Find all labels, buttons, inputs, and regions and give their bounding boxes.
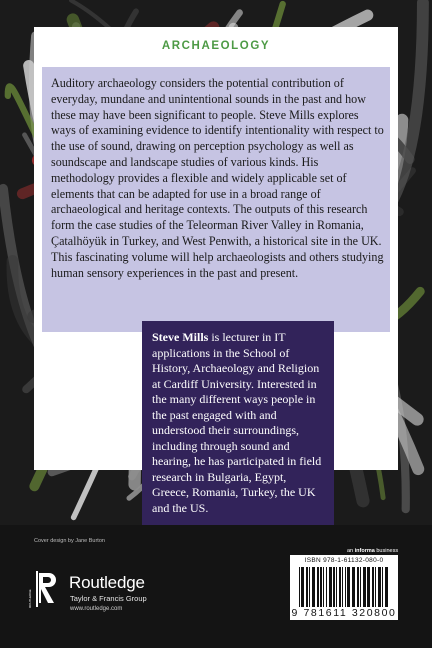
barcode-bar bbox=[367, 567, 370, 607]
description-text: Auditory archaeology considers the potential contribution of everyday, mundane and unintentional sounds in the past and how these may have been significant to people. Steve Mills explores ways of examining evidence to identify intentionality with respect to the use of sound, drawing on perception psychology as well as soundscape and landscape studies of various kinds. His methodology provides a flexible and widely applicable set of elements that can be adapted for use in a broad range of archaeological and heritage contexts. The outputs of this research form the case studies of the Teleorman River Valley in Romania, Çatalhöyük in Turkey, and West Penwith, a historical site in the UK. This fascinating volume will help archaeologists and others studying human sensory experiences in the past and present. bbox=[51, 76, 384, 280]
barcode-bar bbox=[347, 567, 350, 607]
barcode-bar bbox=[329, 567, 332, 607]
barcode-bar bbox=[301, 567, 304, 607]
barcode-bar bbox=[345, 567, 346, 607]
cover-credit: Cover design by Jane Burton bbox=[34, 538, 105, 544]
barcode-bar bbox=[323, 567, 324, 607]
barcode-bar bbox=[326, 567, 327, 607]
publisher-url: www.routledge.com bbox=[70, 606, 123, 612]
routledge-logo-icon bbox=[36, 571, 60, 607]
barcode-bar bbox=[360, 567, 361, 607]
barcode-digits: 9 781611 320800 bbox=[291, 607, 397, 619]
barcode-bar bbox=[385, 567, 388, 607]
barcode-bar bbox=[299, 567, 300, 607]
isbn-label: ISBN 978-1-61132-080-0 bbox=[304, 557, 384, 564]
barcode-bar bbox=[372, 567, 374, 607]
barcode-bar bbox=[336, 567, 337, 607]
barcode-bar bbox=[317, 567, 319, 607]
barcode-bar bbox=[312, 567, 315, 607]
barcode-bar bbox=[382, 567, 383, 607]
author-bio-text: is lecturer in IT applications in the School of History, Archaeology and Religion at Cardiff University. Interested in the many different ways people in the past engaged with and understood their surroundings, including through sound and hearing, he has participated in field research in Bulgaria, Egypt, Greece, Romania, Turkey, the UK and the US. bbox=[152, 330, 322, 515]
footer bbox=[0, 525, 432, 648]
barcode-bar bbox=[375, 567, 376, 607]
barcode-bar bbox=[306, 567, 308, 607]
informa-tagline: an informa business bbox=[347, 548, 399, 554]
barcode-bar bbox=[357, 567, 359, 607]
barcode-bar bbox=[333, 567, 335, 607]
barcode bbox=[290, 555, 398, 620]
section-label: ARCHAEOLOGY bbox=[161, 39, 271, 52]
barcode-bar bbox=[309, 567, 310, 607]
barcode-bar bbox=[352, 567, 355, 607]
barcode-bar bbox=[342, 567, 343, 607]
barcode-bars bbox=[299, 567, 389, 607]
author-bio bbox=[142, 321, 334, 532]
publisher-name: Routledge bbox=[69, 573, 145, 592]
logo-side-text: ROUTLEDGE bbox=[28, 589, 32, 608]
barcode-bar bbox=[363, 567, 366, 607]
barcode-bar bbox=[378, 567, 381, 607]
publisher-group: Taylor & Francis Group bbox=[70, 594, 147, 603]
barcode-bar bbox=[320, 567, 322, 607]
barcode-bar bbox=[339, 567, 341, 607]
book-description bbox=[42, 67, 390, 332]
author-name: Steve Mills bbox=[152, 330, 209, 344]
